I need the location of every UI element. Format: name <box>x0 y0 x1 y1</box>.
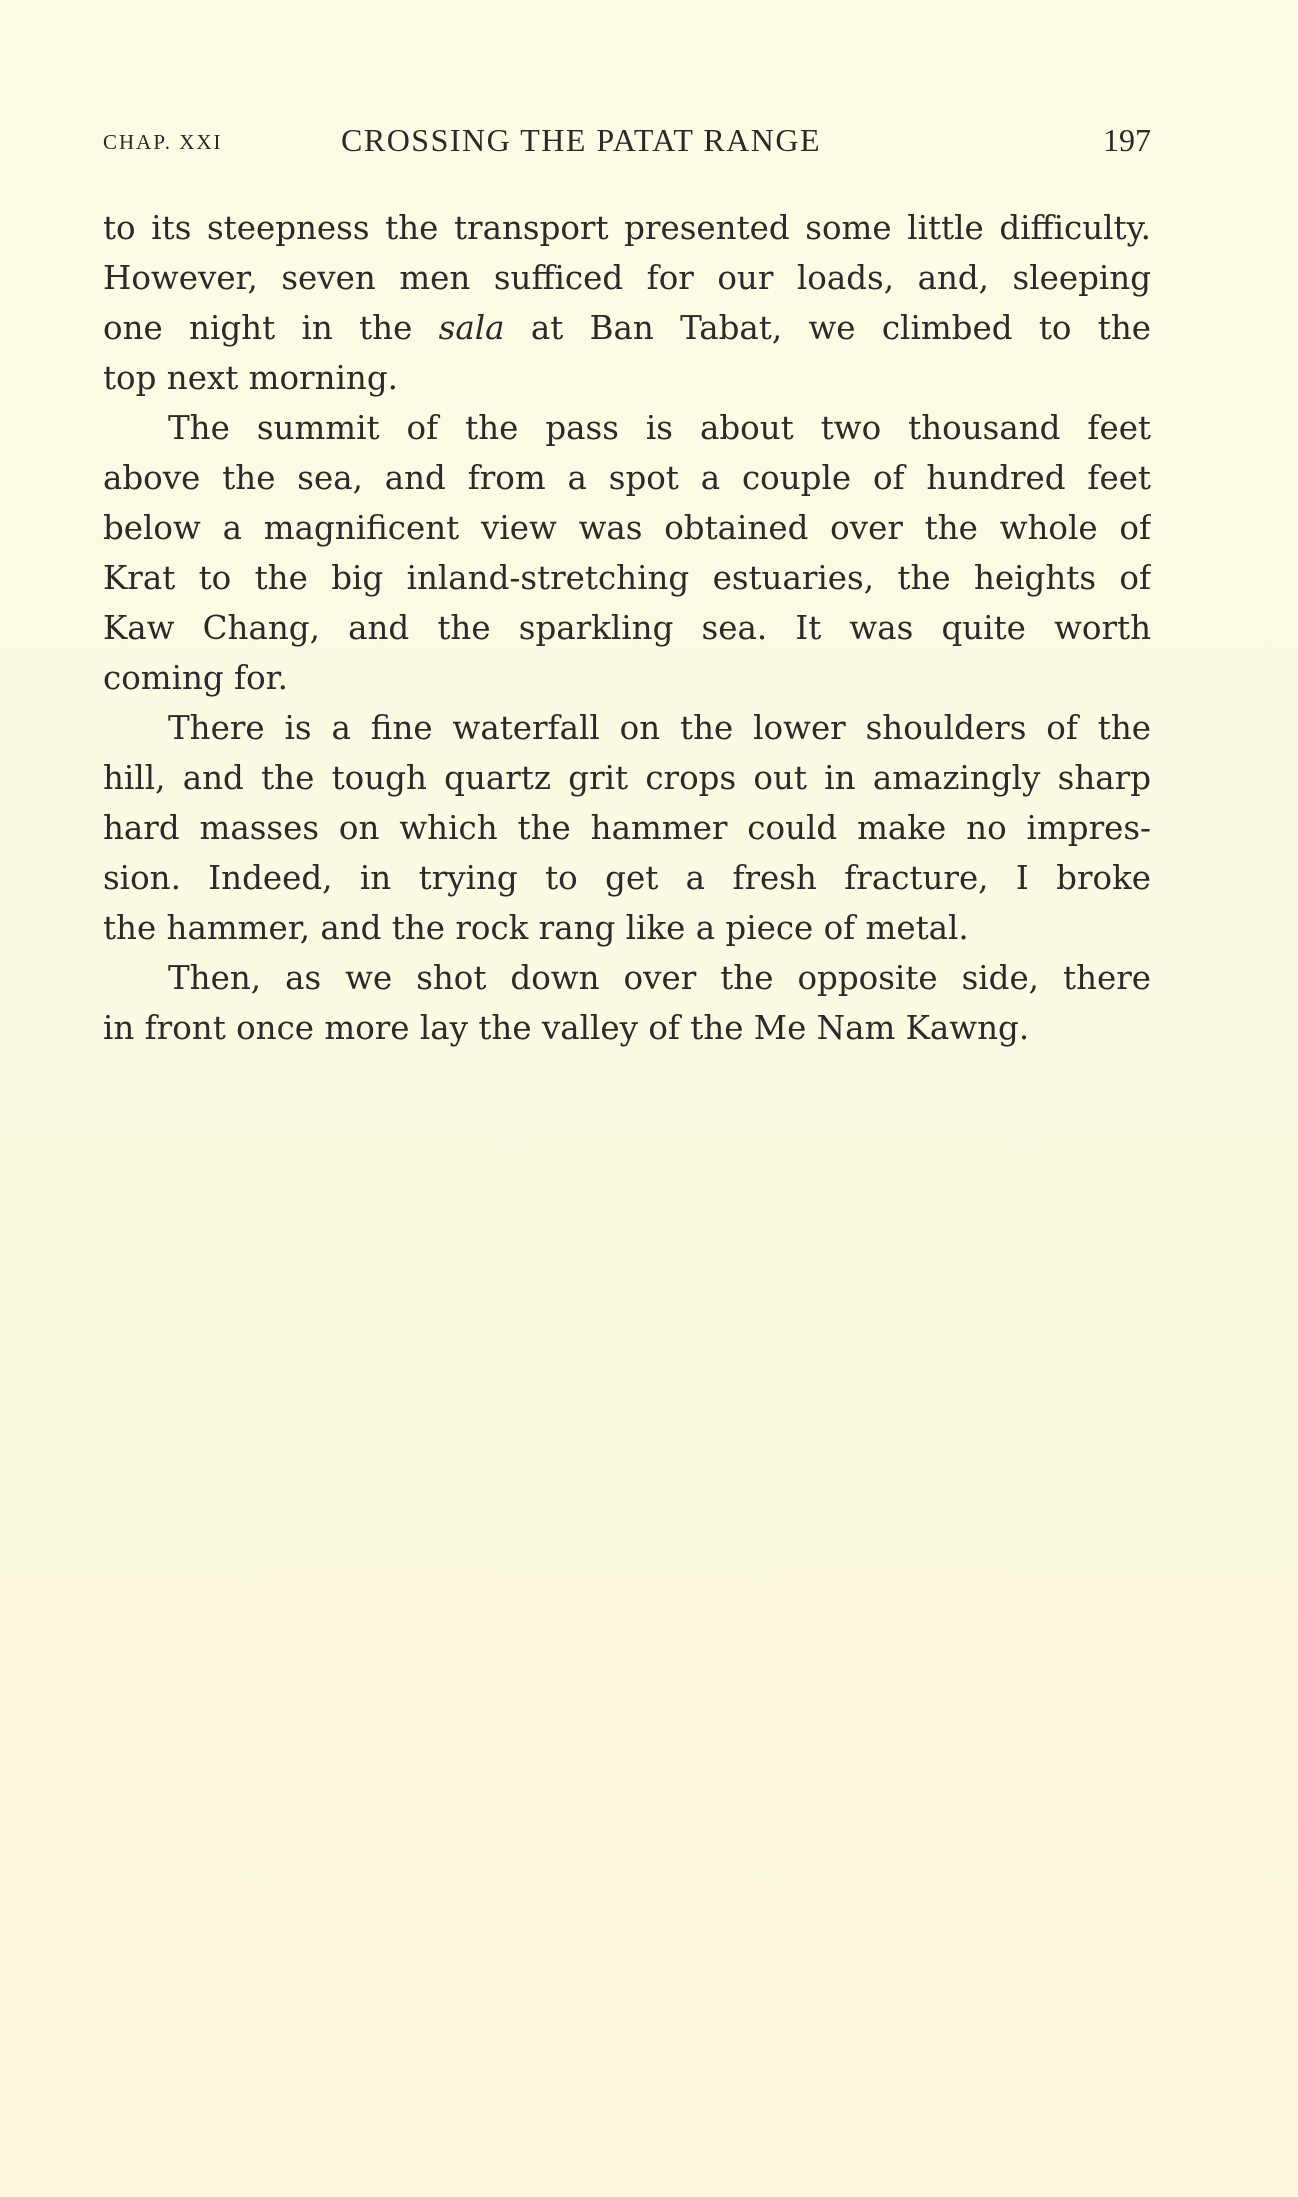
running-head <box>103 122 1151 162</box>
text-line: hard masses on which the hammer could make no impres- <box>103 809 1151 847</box>
text-line: in front once more lay the valley of the Me Nam Kawng. <box>103 1009 1030 1047</box>
running-title: CROSSING THE PATAT RANGE <box>341 122 822 158</box>
body-text <box>103 203 1151 1053</box>
text-line: However, seven men sufficed for our loads, and, sleeping <box>103 259 1151 297</box>
text-line: The summit of the pass is about two thousand feet <box>168 409 1151 447</box>
text-line: Krat to the big inland-stretching estuaries, the heights of <box>103 559 1151 597</box>
text-line: to its steepness the transport presented some little difficulty. <box>103 209 1151 247</box>
paragraph <box>103 703 1151 953</box>
page-number: 197 <box>1103 122 1151 158</box>
text-line: one night in the sala at Ban Tabat, we climbed to the <box>103 309 1151 347</box>
italic-word: sala <box>438 309 505 347</box>
paragraph <box>103 953 1151 1053</box>
paragraph <box>103 203 1151 403</box>
text-line: sion. Indeed, in trying to get a fresh fracture, I broke <box>103 859 1151 897</box>
chapter-label: CHAP. XXI <box>103 130 223 154</box>
text-line: above the sea, and from a spot a couple of hundred feet <box>103 459 1151 497</box>
text-line: the hammer, and the rock rang like a piece of metal. <box>103 909 969 947</box>
text-line: There is a fine waterfall on the lower shoulders of the <box>168 709 1151 747</box>
text-line: top next morning. <box>103 359 398 397</box>
text-line: coming for. <box>103 659 288 697</box>
text-line: Then, as we shot down over the opposite side, there <box>168 959 1151 997</box>
text-line: Kaw Chang, and the sparkling sea. It was quite worth <box>103 609 1151 647</box>
text-line: below a magnificent view was obtained over the whole of <box>103 509 1151 547</box>
text-line: hill, and the tough quartz grit crops out in amazingly sharp <box>103 759 1151 797</box>
paragraph <box>103 403 1151 703</box>
